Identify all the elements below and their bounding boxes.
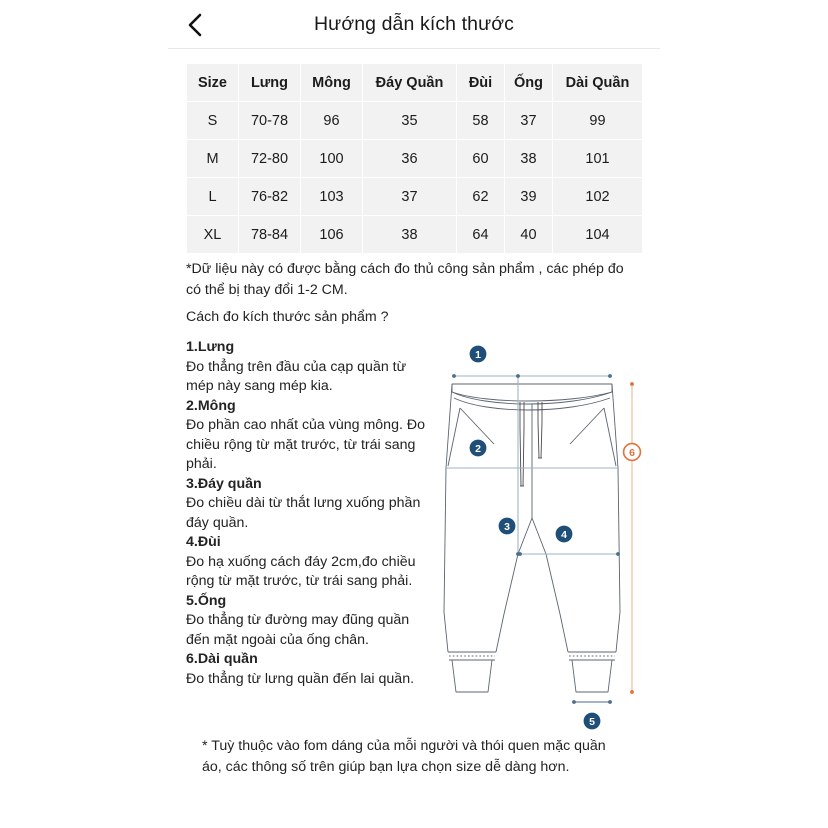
instruction-title-6: 6.Dài quần: [186, 651, 258, 667]
column-header-waist: Lưng: [239, 64, 301, 102]
column-header-rise: Đáy Quần: [363, 64, 457, 102]
cell-leg-opening: 38: [505, 140, 553, 178]
table-row: [187, 216, 643, 254]
instruction-title-3: 3.Đáy quần: [186, 475, 262, 492]
measure-endpoint: [608, 700, 612, 704]
column-header-size: Size: [187, 64, 239, 102]
measure-endpoint: [630, 690, 634, 694]
cell-leg-opening: 37: [505, 102, 553, 140]
column-header-leg-opening: Ống: [505, 64, 553, 102]
measurement-instructions: [186, 338, 434, 689]
cell-length: 99: [553, 102, 643, 140]
cell-rise: 35: [363, 102, 457, 140]
cell-waist: 76-82: [239, 178, 301, 216]
cell-hip: 100: [301, 140, 363, 178]
how-to-measure-question: Cách đo kích thước sản phẩm ?: [186, 309, 389, 325]
cell-rise: 38: [363, 216, 457, 254]
cell-thigh: 60: [457, 140, 505, 178]
marker-3-label: 3: [504, 520, 510, 533]
cell-waist: 70-78: [239, 102, 301, 140]
measure-endpoint: [572, 700, 576, 704]
table-row: [187, 102, 643, 140]
cell-length: 104: [553, 216, 643, 254]
instruction-title-2: 2.Mông: [186, 397, 236, 414]
instruction-body-4: Đo hạ xuống cách đáy 2cm,đo chiều rộng từ mặt trước, từ trái sang phải.: [186, 553, 416, 589]
instruction-body-3: Đo chiều dài từ thắt lưng xuống phần đáy quần.: [186, 495, 421, 531]
pants-measurement-diagram: [438, 336, 642, 740]
footer-note: * Tuỳ thuộc vào fom dáng của mỗi người và thói quen mặc quần áo, các thông số trên giúp bạn lựa chọn size dễ dàng hơn.: [202, 738, 606, 775]
cell-rise: 37: [363, 178, 457, 216]
cell-size: L: [187, 178, 239, 216]
cell-hip: 103: [301, 178, 363, 216]
cell-leg-opening: 40: [505, 216, 553, 254]
instruction-body-6: Đo thẳng từ lưng quần đến lai quần.: [186, 670, 415, 687]
measure-endpoint: [616, 552, 620, 556]
cell-size: S: [187, 102, 239, 140]
instruction-title-5: 5.Ống: [186, 592, 227, 609]
page-title: Hướng dẫn kích thước: [313, 13, 515, 35]
cell-leg-opening: 39: [505, 178, 553, 216]
column-header-thigh: Đùi: [457, 64, 505, 102]
measure-endpoint: [518, 552, 522, 556]
cell-length: 101: [553, 140, 643, 178]
measure-endpoint: [452, 374, 456, 378]
size-table: [186, 63, 643, 254]
drawstrings: [520, 402, 542, 486]
marker-6-label: 6: [629, 446, 635, 459]
table-row: [187, 140, 643, 178]
instruction-body-2: Đo phần cao nhất của vùng mông. Đo chiều rộng từ mặt trước, từ trái sang phải.: [186, 417, 425, 472]
table-header-row: [187, 64, 643, 102]
table-row: [187, 178, 643, 216]
measure-endpoint: [630, 382, 634, 386]
instruction-title-4: 4.Đùi: [186, 534, 221, 550]
measure-endpoint: [608, 374, 612, 378]
cell-thigh: 64: [457, 216, 505, 254]
marker-1-label: 1: [475, 348, 481, 361]
cell-thigh: 62: [457, 178, 505, 216]
cell-hip: 96: [301, 102, 363, 140]
marker-4-label: 4: [561, 528, 567, 541]
instruction-body-5: Đo thẳng từ đường may đũng quần đến mặt ngoài của ống chân.: [186, 612, 410, 648]
instruction-body-1: Đo thẳng trên đầu của cạp quần từ mép này sang mép kia.: [186, 358, 407, 394]
cell-waist: 78-84: [239, 216, 301, 254]
column-header-hip: Mông: [301, 64, 363, 102]
marker-2-label: 2: [475, 442, 481, 455]
size-table-wrapper: [186, 63, 642, 254]
cell-thigh: 58: [457, 102, 505, 140]
cell-waist: 72-80: [239, 140, 301, 178]
marker-5-label: 5: [589, 715, 595, 728]
instruction-title-1: 1.Lưng: [186, 339, 235, 355]
cell-hip: 106: [301, 216, 363, 254]
measurement-disclaimer: *Dữ liệu này có được bằng cách đo thủ công sản phẩm , các phép đo có thể bị thay đổi 1-2 CM.: [186, 261, 624, 298]
cell-size: M: [187, 140, 239, 178]
cell-rise: 36: [363, 140, 457, 178]
page-header: [168, 0, 660, 49]
measure-endpoint: [516, 374, 520, 378]
column-header-length: Dài Quần: [553, 64, 643, 102]
cell-length: 102: [553, 178, 643, 216]
cell-size: XL: [187, 216, 239, 254]
